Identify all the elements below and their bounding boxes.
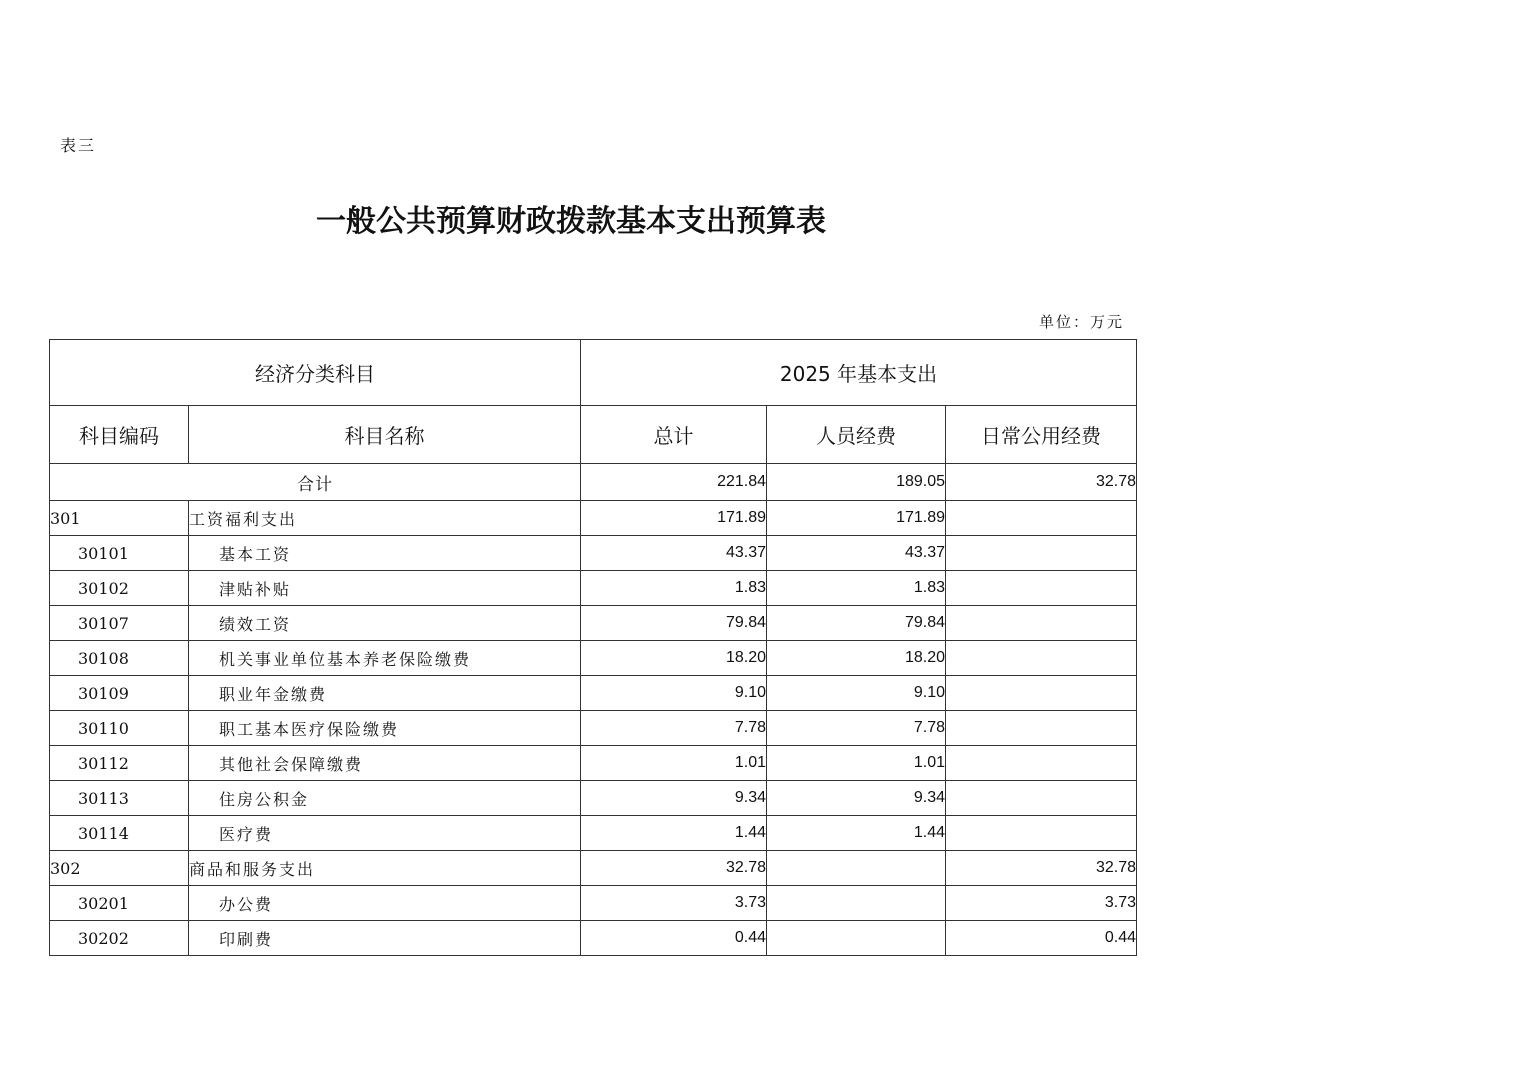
- header-economic-classification: 经济分类科目: [50, 340, 581, 406]
- table-number-label: 表三: [60, 136, 97, 155]
- subject-code-cell: 30107: [50, 606, 189, 641]
- total-row-total: 221.84: [581, 464, 767, 501]
- subject-code-cell: 30109: [50, 676, 189, 711]
- subject-name-cell: 住房公积金: [189, 781, 581, 816]
- subject-code-cell: 30110: [50, 711, 189, 746]
- subject-name-cell: 津贴补贴: [189, 571, 581, 606]
- personnel-expense-cell: 7.78: [767, 711, 946, 746]
- table-row: [50, 571, 1137, 606]
- total-cell: 0.44: [581, 921, 767, 956]
- total-row: [50, 464, 1137, 501]
- public-expense-cell: [946, 641, 1137, 676]
- total-cell: 9.10: [581, 676, 767, 711]
- table-row: [50, 816, 1137, 851]
- header-personnel-expense: 人员经费: [767, 406, 946, 464]
- table-row: [50, 746, 1137, 781]
- subject-code-cell: 30112: [50, 746, 189, 781]
- personnel-expense-cell: [767, 851, 946, 886]
- subject-code-cell: 30114: [50, 816, 189, 851]
- subject-name-cell: 职工基本医疗保险缴费: [189, 711, 581, 746]
- public-expense-cell: [946, 781, 1137, 816]
- public-expense-cell: [946, 501, 1137, 536]
- unit-label: 单位：万元: [1038, 313, 1124, 331]
- header-basic-expenditure-2025: 2025 年基本支出: [581, 340, 1137, 406]
- personnel-expense-cell: 43.37: [767, 536, 946, 571]
- personnel-expense-cell: 171.89: [767, 501, 946, 536]
- subject-code-cell: 30102: [50, 571, 189, 606]
- public-expense-cell: [946, 746, 1137, 781]
- public-expense-cell: [946, 536, 1137, 571]
- total-cell: 1.01: [581, 746, 767, 781]
- total-cell: 9.34: [581, 781, 767, 816]
- public-expense-cell: 3.73: [946, 886, 1137, 921]
- subject-code-cell: 30108: [50, 641, 189, 676]
- public-expense-cell: 0.44: [946, 921, 1137, 956]
- budget-table: [49, 339, 1137, 956]
- header-row-columns: [50, 406, 1137, 464]
- total-cell: 1.83: [581, 571, 767, 606]
- subject-code-cell: 30201: [50, 886, 189, 921]
- public-expense-cell: [946, 816, 1137, 851]
- total-cell: 7.78: [581, 711, 767, 746]
- personnel-expense-cell: 1.44: [767, 816, 946, 851]
- total-row-label: 合计: [50, 464, 581, 501]
- table-row: [50, 711, 1137, 746]
- subject-name-cell: 印刷费: [189, 921, 581, 956]
- header-subject-code: 科目编码: [50, 406, 189, 464]
- total-cell: 3.73: [581, 886, 767, 921]
- subject-name-cell: 工资福利支出: [189, 501, 581, 536]
- table-row: [50, 536, 1137, 571]
- subject-code-cell: 301: [50, 501, 189, 536]
- personnel-expense-cell: 79.84: [767, 606, 946, 641]
- total-row-public: 32.78: [946, 464, 1137, 501]
- public-expense-cell: [946, 606, 1137, 641]
- header-total: 总计: [581, 406, 767, 464]
- personnel-expense-cell: [767, 921, 946, 956]
- subject-code-cell: 30202: [50, 921, 189, 956]
- public-expense-cell: 32.78: [946, 851, 1137, 886]
- table-row: [50, 921, 1137, 956]
- table-row: [50, 781, 1137, 816]
- table-row: [50, 501, 1137, 536]
- public-expense-cell: [946, 676, 1137, 711]
- header-subject-name: 科目名称: [189, 406, 581, 464]
- subject-code-cell: 302: [50, 851, 189, 886]
- personnel-expense-cell: 9.10: [767, 676, 946, 711]
- total-cell: 32.78: [581, 851, 767, 886]
- header-row-group: [50, 340, 1137, 406]
- page-title: 一般公共预算财政拨款基本支出预算表: [316, 204, 826, 239]
- public-expense-cell: [946, 711, 1137, 746]
- subject-name-cell: 职业年金缴费: [189, 676, 581, 711]
- subject-name-cell: 绩效工资: [189, 606, 581, 641]
- subject-name-cell: 基本工资: [189, 536, 581, 571]
- total-cell: 1.44: [581, 816, 767, 851]
- table-row: [50, 886, 1137, 921]
- total-cell: 18.20: [581, 641, 767, 676]
- personnel-expense-cell: 18.20: [767, 641, 946, 676]
- public-expense-cell: [946, 571, 1137, 606]
- total-cell: 79.84: [581, 606, 767, 641]
- personnel-expense-cell: 1.01: [767, 746, 946, 781]
- subject-code-cell: 30101: [50, 536, 189, 571]
- subject-code-cell: 30113: [50, 781, 189, 816]
- total-cell: 171.89: [581, 501, 767, 536]
- subject-name-cell: 其他社会保障缴费: [189, 746, 581, 781]
- subject-name-cell: 机关事业单位基本养老保险缴费: [189, 641, 581, 676]
- total-cell: 43.37: [581, 536, 767, 571]
- subject-name-cell: 医疗费: [189, 816, 581, 851]
- subject-name-cell: 办公费: [189, 886, 581, 921]
- personnel-expense-cell: 1.83: [767, 571, 946, 606]
- subject-name-cell: 商品和服务支出: [189, 851, 581, 886]
- table-row: [50, 851, 1137, 886]
- table-row: [50, 606, 1137, 641]
- table-row: [50, 641, 1137, 676]
- personnel-expense-cell: 9.34: [767, 781, 946, 816]
- personnel-expense-cell: [767, 886, 946, 921]
- header-public-expense: 日常公用经费: [946, 406, 1137, 464]
- table-row: [50, 676, 1137, 711]
- total-row-personnel: 189.05: [767, 464, 946, 501]
